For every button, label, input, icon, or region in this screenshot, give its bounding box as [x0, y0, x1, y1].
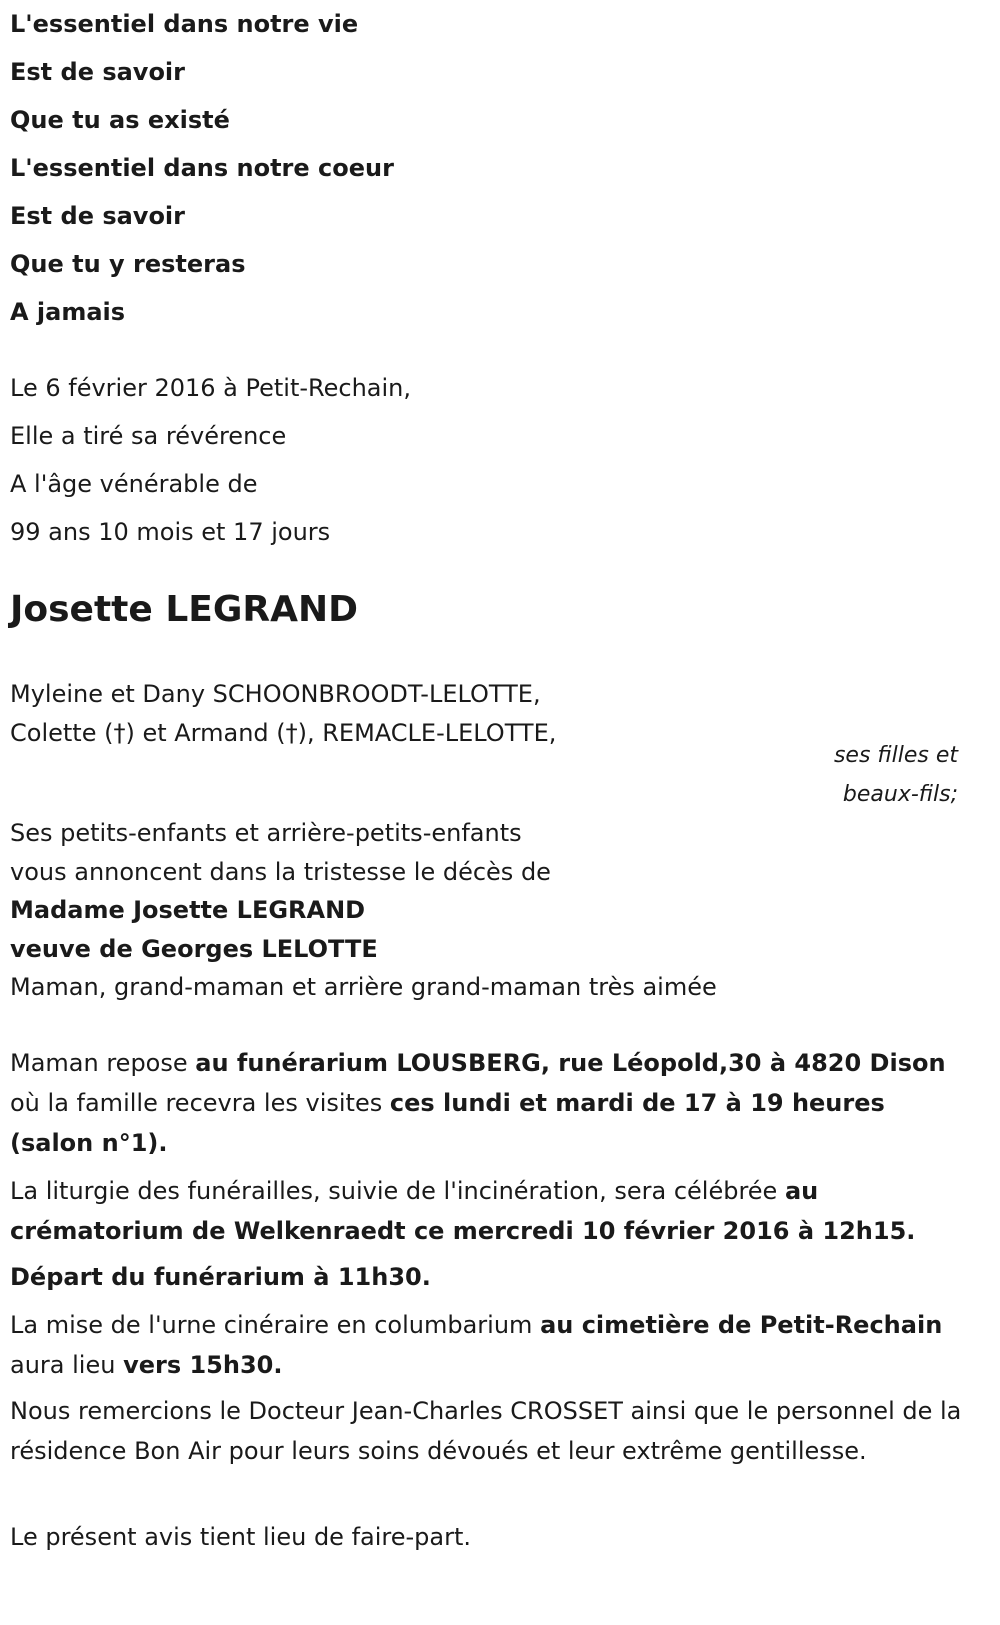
announcement-name: Madame Josette LEGRAND: [10, 896, 366, 924]
urn-text-2: aura lieu: [10, 1351, 124, 1379]
departure-paragraph: Départ du funérarium à 11h30.: [10, 1263, 431, 1291]
announcement-line-1: Ses petits-enfants et arrière-petits-enfants: [10, 819, 522, 847]
notice-paragraph: Le présent avis tient lieu de faire-part.: [10, 1523, 472, 1551]
liturgy-paragraph: [10, 1171, 970, 1251]
family-line-1: Myleine et Dany SCHOONBROODT-LELOTTE,: [10, 680, 541, 708]
announcement-line-2: vous annoncent dans la tristesse le décès de: [10, 858, 551, 886]
poem-line-5: Est de savoir: [10, 202, 185, 230]
liturgy-text: La liturgie des funérailles, suivie de l'incinération, sera célébrée: [10, 1177, 785, 1205]
visit-times: ces lundi et mardi de 17 à 19 heures (salon n°1).: [10, 1089, 885, 1157]
intro-line-1: Le 6 février 2016 à Petit-Rechain,: [10, 374, 412, 402]
family-relation-2: beaux-fils;: [842, 782, 958, 807]
family-relation-1: ses filles et: [833, 743, 958, 768]
urn-text-1: La mise de l'urne cinéraire en columbarium: [10, 1311, 541, 1339]
liturgy-location: au crématorium de Welkenraedt ce mercredi 10 février 2016 à 12h15.: [10, 1177, 916, 1245]
urn-paragraph: [10, 1305, 970, 1385]
deceased-name: Josette LEGRAND: [10, 589, 359, 630]
visit-text-2: où la famille recevra les visites: [10, 1089, 390, 1117]
poem-line-3: Que tu as existé: [10, 106, 230, 134]
visit-location: au funérarium LOUSBERG, rue Léopold,30 à 4820 Dison: [195, 1049, 946, 1077]
visit-paragraph: [10, 1043, 970, 1163]
visit-text-1: Maman repose: [10, 1049, 196, 1077]
poem-line-6: Que tu y resteras: [10, 250, 246, 278]
intro-line-3: A l'âge vénérable de: [10, 470, 258, 498]
poem-line-1: L'essentiel dans notre vie: [10, 10, 359, 38]
poem-line-2: Est de savoir: [10, 58, 185, 86]
announcement-widow: veuve de Georges LELOTTE: [10, 935, 378, 963]
intro-line-4: 99 ans 10 mois et 17 jours: [10, 518, 331, 546]
family-line-2: Colette (†) et Armand (†), REMACLE-LELOTTE,: [10, 719, 557, 747]
thanks-paragraph: Nous remercions le Docteur Jean-Charles CROSSET ainsi que le personnel de la résidence Bon Air pour leurs soins dévoués et leur extrême gentillesse.: [10, 1397, 962, 1465]
urn-time: vers 15h30.: [123, 1351, 283, 1379]
poem-line-7: A jamais: [10, 298, 126, 326]
announcement-epithet: Maman, grand-maman et arrière grand-maman très aimée: [10, 973, 717, 1001]
urn-location: au cimetière de Petit-Rechain: [540, 1311, 943, 1339]
poem-line-4: L'essentiel dans notre coeur: [10, 154, 394, 182]
intro-line-2: Elle a tiré sa révérence: [10, 422, 287, 450]
